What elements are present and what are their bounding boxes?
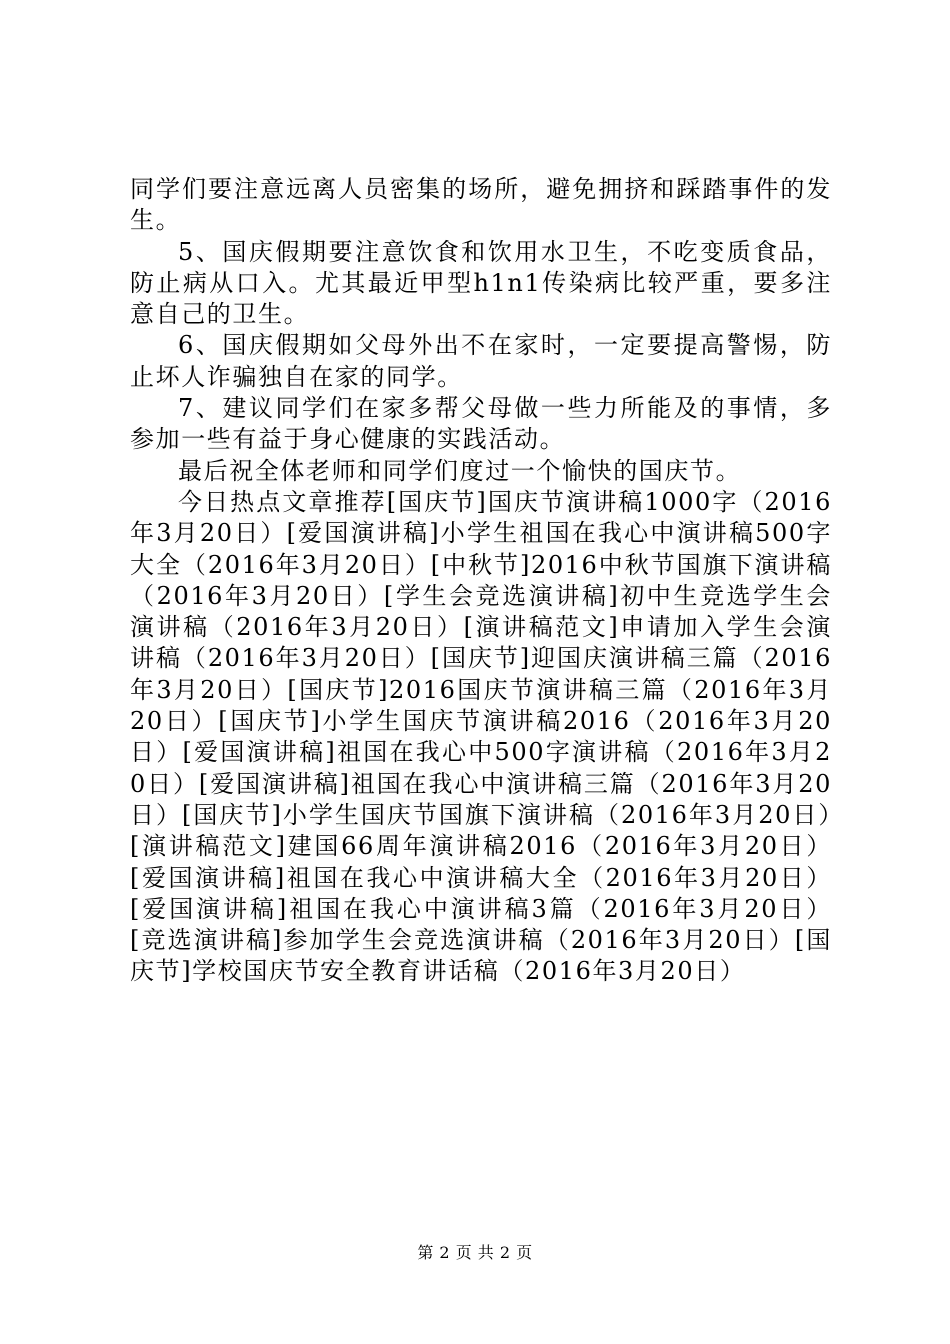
paragraph-recommended-articles: 今日热点文章推荐[国庆节]国庆节演讲稿1000字（2016年3月20日）[爱国演讲稿]小学生祖国在我心中演讲稿500字大全（2016年3月20日）[中秋节]2016中秋节国旗下演讲稿（2016年3月20日）[学生会竞选演讲稿]初中生竞选学生会演讲稿（2016年3月20日）[演讲稿范文]申请加入学生会演讲稿（2016年3月20日）[国庆节]迎国庆演讲稿三篇（2016年3月20日）[国庆节]2016国庆节演讲稿三篇（2016年3月20日）[国庆节]小学生国庆节演讲稿2016（2016年3月20日）[爱国演讲稿]祖国在我心中500字演讲稿（2016年3月20日）[爱国演讲稿]祖国在我心中演讲稿三篇（2016年3月20日）[国庆节]小学生国庆节国旗下演讲稿（2016年3月20日）[演讲稿范文]建国66周年演讲稿2016（2016年3月20日）[爱国演讲稿]祖国在我心中演讲稿大全（2016年3月20日）[爱国演讲稿]祖国在我心中演讲稿3篇（2016年3月20日）[竞选演讲稿]参加学生会竞选演讲稿（2016年3月20日）[国庆节]学校国庆节安全教育讲话稿（2016年3月20日）	[130, 487, 832, 986]
paragraph-item-5: 5、国庆假期要注意饮食和饮用水卫生，不吃变质食品，防止病从口入。尤其最近甲型h1n1传染病比较严重，要多注意自己的卫生。	[130, 237, 832, 329]
document-body	[130, 174, 832, 988]
page-footer: 第 2 页 共 2 页	[417, 1243, 533, 1262]
paragraph-item-7: 7、建议同学们在家多帮父母做一些力所能及的事情，多参加一些有益于身心健康的实践活动。	[130, 394, 832, 454]
paragraph-item-6: 6、国庆假期如父母外出不在家时，一定要提高警惕，防止坏人诈骗独自在家的同学。	[130, 331, 832, 391]
paragraph-continuation: 同学们要注意远离人员密集的场所，避免拥挤和踩踏事件的发生。	[130, 175, 832, 235]
paragraph-closing: 最后祝全体老师和同学们度过一个愉快的国庆节。	[178, 456, 742, 485]
